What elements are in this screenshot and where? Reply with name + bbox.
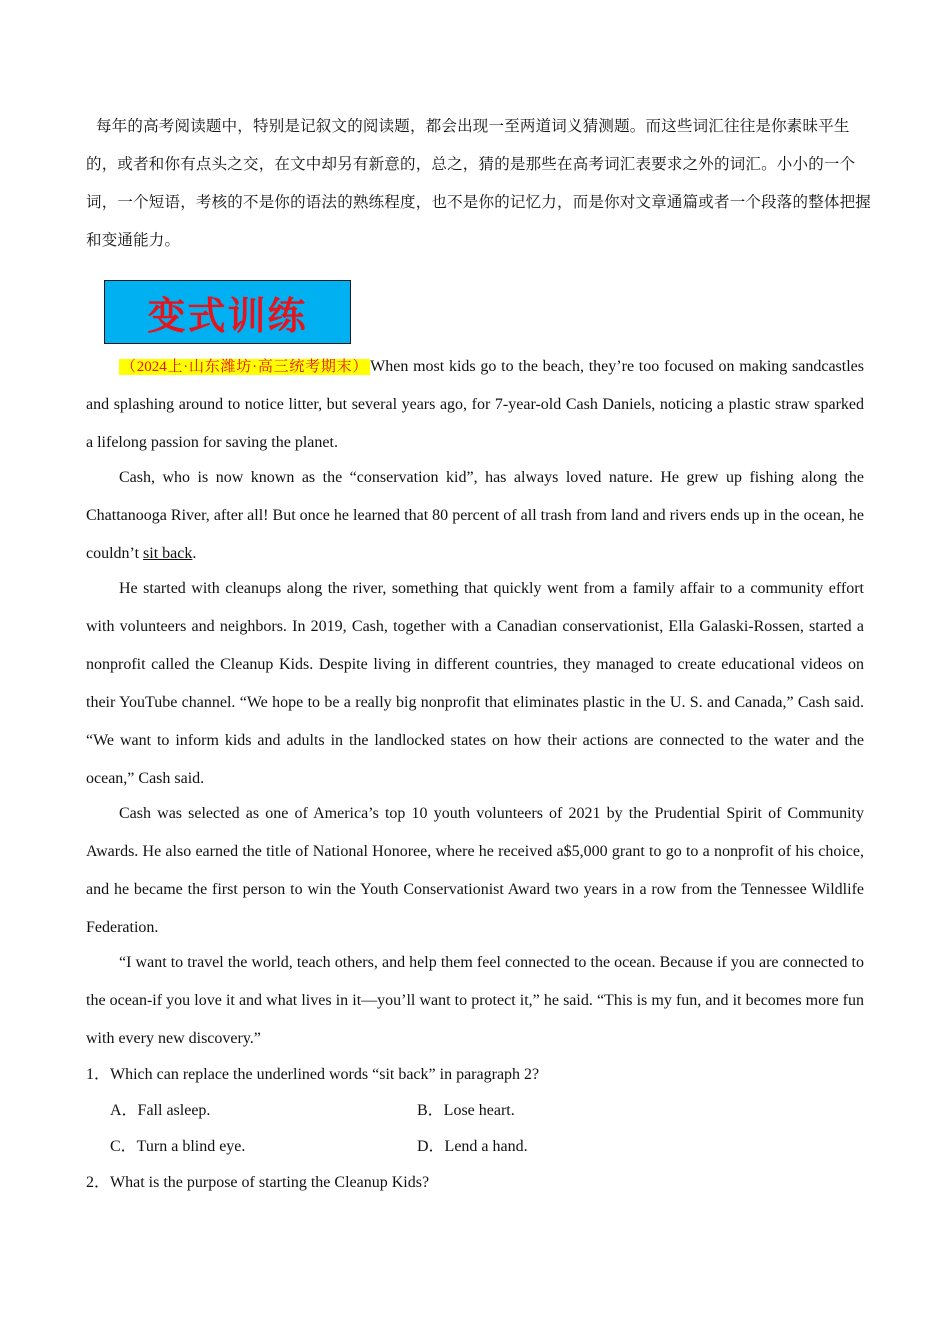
option-a: A．Fall asleep. [110,1102,211,1119]
paragraph-2 [86,459,864,573]
banner-title: 变式训练 [147,293,308,338]
reading-article [86,348,864,1058]
question-1-options-row-1 [86,1093,864,1129]
paragraph-2-end: . [192,545,197,562]
underlined-phrase: sit back [143,545,193,562]
paragraph-3: He started with cleanups along the river, something that quickly went from a family affair to a community effort with volunteers and neighbors. In 2019, Cash, together with a Canadian conservationist, Ella Galaski-Rossen, started a nonprofit called the Cleanup Kids. Despite living in different countries, they managed to create educational videos on their YouTube channel. “We hope to be a really big nonprofit that eliminates plastic in the U. S. and Canada,” Cash said. “We want to inform kids and adults in the landlocked states on how their actions are connected to the water and the ocean,” Cash said. [86,580,864,787]
question-1-options-row-2 [86,1129,864,1165]
paragraph-1 [86,348,864,462]
source-label: （2024上·山东潍坊·高三统考期末） [121,359,369,375]
questions-section [86,1057,864,1201]
intro-paragraph: 每年的高考阅读题中，特别是记叙文的阅读题，都会出现一至两道词义猜测题。而这些词汇往往是你素昧平生的，或者和你有点头之交，在文中却另有新意的，总之，猜的是那些在高考词汇表要求之外的词汇。小小的一个词，一个短语，考核的不是你的语法的熟练程度，也不是你的记忆力，而是你对文章通篇或者一个段落的整体把握和变通能力。 [86,118,872,249]
paragraph-1-text: When most kids go to the beach, they’re too focused on making sandcastles and splashing around to notice litter, but several years ago, for 7-year-old Cash Daniels, noticing a plastic straw sparked a lifelong passion for saving the planet. [86,358,865,451]
paragraph-4: Cash was selected as one of America’s top 10 youth volunteers of 2021 by the Prudential Spirit of Community Awards. He also earned the title of National Honoree, where he received a$5,000 grant to go to a nonprofit of his choice, and he became the first person to win the Youth Conservationist Award two years in a row from the Tennessee Wildlife Federation. [86,805,864,936]
question-1: 1．Which can replace the underlined words “sit back” in paragraph 2? [86,1066,540,1083]
paragraph-5: “I want to travel the world, teach others, and help them feel connected to the ocean. Because if you are connected to the ocean-if you love it and what lives in it—you’ll want to protect it,” he said. “This is my fun, and it becomes more fun with every new discovery.” [86,954,864,1047]
option-b: B．Lose heart. [417,1102,515,1119]
section-banner [104,280,351,344]
option-d: D．Lend a hand. [417,1138,528,1155]
paragraph-2-text: Cash, who is now known as the “conservation kid”, has always loved nature. He grew up fishing along the Chattanooga River, after all! But once he learned that 80 percent of all trash from land and rivers ends up in the ocean, he couldn’t [86,469,864,562]
question-2: 2．What is the purpose of starting the Cleanup Kids? [86,1174,430,1191]
option-c: C．Turn a blind eye. [110,1138,246,1155]
